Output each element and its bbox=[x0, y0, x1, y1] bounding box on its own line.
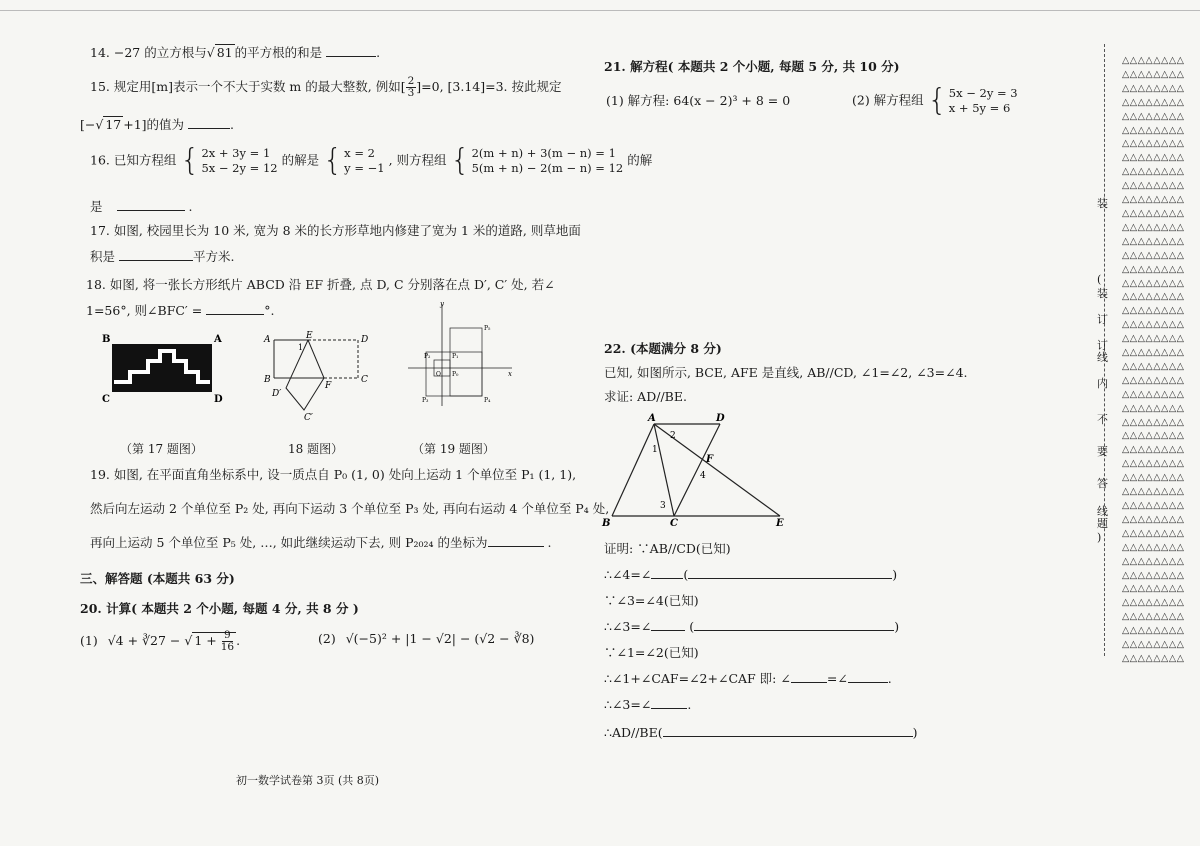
figure-19 bbox=[404, 300, 516, 410]
triangle-row: △△△△△△△△ bbox=[1122, 277, 1185, 289]
q15-line1: 15. 规定用[m]表示一个不大于实数 m 的最大整数, 例如[ bbox=[90, 79, 406, 94]
triangle-margin bbox=[1122, 54, 1200, 666]
fig19-label-y: y bbox=[440, 300, 444, 308]
q22-step1-text: ∴∠4=∠ bbox=[604, 567, 652, 582]
question-15 bbox=[90, 76, 562, 99]
triangle-row: △△△△△△△△ bbox=[1122, 500, 1185, 511]
question-20-part1: (1) √4 + ∛27 − √ 1 + $\frac{9}{16}$ . bbox=[80, 629, 241, 653]
triangle-row: △△△△△△△△ bbox=[1122, 55, 1185, 66]
binding-char-9: 要 bbox=[1097, 445, 1108, 458]
caption-fig19: （第 19 题图） bbox=[412, 442, 495, 456]
q20-p2-expr: √(−5)² + |1 − √2| − (√2 − ∛8) bbox=[345, 631, 535, 646]
fig17-label-a: A bbox=[214, 334, 222, 345]
q22-step6 bbox=[604, 696, 691, 714]
triangle-row: △△△△△△△△ bbox=[1122, 430, 1185, 442]
q15-line2-b: +1]的值为 bbox=[123, 117, 185, 132]
q17-answer-blank[interactable] bbox=[119, 248, 193, 261]
fig22-label-e: E bbox=[776, 518, 784, 529]
q15-radicand: 17 bbox=[105, 117, 122, 132]
q19-line2: 然后向左运动 2 个单位至 P₂ 处, 再向下运动 3 个单位至 P₃ 处, 再向右运动 4 个单位至 P₄ 处, bbox=[90, 501, 610, 516]
q19-line3-b: . bbox=[547, 535, 552, 550]
triangle-row: △△△△△△△△ bbox=[1122, 374, 1185, 386]
binding-char-13: ) bbox=[1097, 531, 1102, 544]
q16-sol-y: y = −1 bbox=[344, 161, 385, 175]
fig19-label-p5: P₅ bbox=[484, 325, 491, 332]
triangle-row: △△△△△△△△ bbox=[1122, 249, 1185, 261]
triangle-row: △△△△△△△△ bbox=[1122, 110, 1185, 122]
triangle-row: △△△△△△△△ bbox=[1122, 652, 1185, 664]
triangle-row: △△△△△△△△ bbox=[1122, 625, 1185, 637]
q20-p1-fraction bbox=[221, 630, 234, 653]
fig18-label-dprime: D′ bbox=[272, 389, 282, 399]
q16-system-1: { 2x + 3y = 1 5x − 2y = 12 bbox=[180, 143, 278, 178]
fig18-label-angle1: 1 bbox=[298, 343, 304, 352]
fig22-angle-1: 1 bbox=[652, 445, 658, 455]
q17-line2-b: 平方米. bbox=[193, 249, 235, 264]
q16-answer-blank[interactable] bbox=[117, 198, 185, 211]
q17-line2: 积是 bbox=[90, 249, 116, 264]
question-14: 14. −27 的立方根与√ 81 的平方根的和是 . bbox=[90, 45, 381, 60]
triangle-row: △△△△△△△△ bbox=[1122, 319, 1185, 331]
triangle-row: △△△△△△△△ bbox=[1122, 583, 1185, 595]
question-16 bbox=[90, 143, 653, 178]
fig22-angle-2: 2 bbox=[670, 431, 676, 441]
binding-char-3: 装 bbox=[1097, 287, 1108, 300]
binding-char-8: 不 bbox=[1097, 413, 1108, 426]
fig18-label-f: F bbox=[325, 381, 332, 391]
q19-line3: 再向上运动 5 个单位至 P₅ 处, …, 如此继续运动下去, 则 P₂₀₂₄ 的坐标为 bbox=[90, 535, 488, 550]
question-21-title: 21. 解方程( 本题共 2 个小题, 每题 5 分, 共 10 分) bbox=[604, 59, 900, 74]
binding-char-10: 答 bbox=[1097, 477, 1108, 490]
fig17-label-b: B bbox=[102, 334, 111, 345]
q21-sys-eq2: x + 5y = 6 bbox=[948, 101, 1011, 115]
triangle-row: △△△△△△△△ bbox=[1122, 263, 1185, 275]
q20-p1-frac-num: 9 bbox=[224, 629, 231, 641]
question-20-part2 bbox=[318, 630, 534, 648]
fig18-label-d: D bbox=[361, 335, 369, 345]
fig19-label-p2: P₂ bbox=[424, 353, 431, 360]
q17-line1: 17. 如图, 校园里长为 10 米, 宽为 8 米的长方形草地内修建了宽为 1 米的道路, 则草地面 bbox=[90, 223, 581, 238]
fig22-label-a: A bbox=[648, 413, 656, 424]
caption-fig18: 18 题图） bbox=[288, 442, 344, 456]
question-19 bbox=[90, 466, 576, 484]
q22-step3-blank[interactable] bbox=[651, 618, 685, 631]
triangle-row: △△△△△△△△ bbox=[1122, 402, 1185, 414]
fig19-label-p0: P₀ bbox=[452, 371, 459, 378]
q14-text-b: 的平方根的和是 bbox=[234, 45, 323, 60]
fig19-label-p1: P₁ bbox=[452, 353, 459, 360]
triangle-row: △△△△△△△△ bbox=[1122, 152, 1185, 164]
q22-step5 bbox=[604, 670, 892, 688]
q18-line2: 1=56°, 则∠BFC′ = bbox=[86, 303, 203, 318]
triangle-row: △△△△△△△△ bbox=[1122, 138, 1185, 150]
triangle-row: △△△△△△△△ bbox=[1122, 458, 1185, 470]
fig18-label-cprime: C′ bbox=[304, 413, 313, 422]
binding-char-11: 线 bbox=[1097, 505, 1108, 518]
binding-char-12: 题 bbox=[1097, 517, 1108, 530]
q16-text-c: , 则方程组 bbox=[388, 152, 447, 168]
q22-proof-head: 证明: ∵AB//CD(已知) bbox=[604, 541, 731, 556]
triangle-row: △△△△△△△△ bbox=[1122, 291, 1185, 303]
q22-step4: ∵∠1=∠2(已知) bbox=[604, 645, 699, 660]
triangle-row: △△△△△△△△ bbox=[1122, 569, 1185, 581]
triangle-row: △△△△△△△△ bbox=[1122, 305, 1185, 317]
question-18 bbox=[86, 276, 555, 294]
q18-line2-b: °. bbox=[264, 303, 275, 318]
fig19-label-p3: P₃ bbox=[422, 397, 429, 404]
q16-sol-x: x = 2 bbox=[344, 146, 375, 160]
triangle-row: △△△△△△△△ bbox=[1122, 555, 1185, 567]
q20-p1-expr-b: 1 + bbox=[194, 633, 221, 648]
q22-step3-reason-blank[interactable] bbox=[694, 618, 894, 631]
figure-18 bbox=[262, 330, 374, 422]
question-18-line2 bbox=[86, 302, 274, 320]
triangle-row: △△△△△△△△ bbox=[1122, 166, 1185, 178]
fig22-label-f: F bbox=[706, 454, 714, 465]
q15-line1-b: ]=0, [3.14]=3. 按此规定 bbox=[416, 79, 562, 94]
triangle-row: △△△△△△△△ bbox=[1122, 513, 1185, 525]
fig22-cd bbox=[674, 424, 720, 516]
q21-system: { 5x − 2y = 3 x + 5y = 6 bbox=[927, 83, 1018, 118]
q20-p1-label: (1) bbox=[80, 633, 98, 648]
q16-text-b: 的解是 bbox=[281, 152, 320, 168]
q16-sys1-eq1: 2x + 3y = 1 bbox=[201, 146, 271, 160]
triangle-row: △△△△△△△△ bbox=[1122, 416, 1185, 428]
triangle-row: △△△△△△△△ bbox=[1122, 180, 1185, 192]
fig19-label-p4: P₄ bbox=[484, 397, 491, 404]
fig22-ab bbox=[612, 424, 654, 516]
q15-line2: [− bbox=[80, 117, 96, 132]
question-22-title: 22. (本题满分 8 分) bbox=[604, 341, 722, 356]
fig19-label-x: x bbox=[508, 370, 512, 378]
q16-system-2: { 2(m + n) + 3(m − n) = 1 5(m + n) − 2(m − n) = 12 bbox=[450, 143, 624, 178]
q16-text: 16. 已知方程组 bbox=[90, 152, 177, 168]
fig19-label-o: O bbox=[436, 371, 441, 378]
binding-char-5: 订 bbox=[1097, 339, 1108, 352]
q20-p2-label: (2) bbox=[318, 631, 336, 646]
q19-line1: 19. 如图, 在平面直角坐标系中, 设一质点自 P₀ (1, 0) 处向上运动 1 个单位至 P₁ (1, 1), bbox=[90, 467, 577, 482]
question-21-part1: (1) 解方程: 64(x − 2)³ + 8 = 0 bbox=[606, 93, 791, 108]
triangle-row: △△△△△△△△ bbox=[1122, 333, 1185, 345]
question-19-line2 bbox=[90, 500, 609, 518]
triangle-row: △△△△△△△△ bbox=[1122, 207, 1185, 219]
fig22-label-c: C bbox=[670, 518, 678, 529]
triangle-row: △△△△△△△△ bbox=[1122, 597, 1185, 609]
q21-sys-eq1: 5x − 2y = 3 bbox=[948, 86, 1018, 100]
q16-text-d: 的解 bbox=[627, 152, 653, 168]
q22-step3-text: ∴∠3=∠ bbox=[604, 619, 652, 634]
fig22-angle-3: 3 bbox=[660, 501, 666, 511]
q22-step5-blank-2[interactable] bbox=[848, 670, 888, 683]
q14-answer-blank[interactable] bbox=[326, 44, 376, 57]
q16-sys2-eq1: 2(m + n) + 3(m − n) = 1 bbox=[471, 146, 616, 160]
q16-line2: 是 bbox=[90, 199, 103, 214]
top-rule bbox=[0, 10, 1200, 11]
fig22-label-b: B bbox=[602, 518, 611, 529]
fig18-label-b: B bbox=[264, 375, 271, 385]
q22-prove: 求证: AD//BE. bbox=[604, 389, 687, 404]
triangle-row: △△△△△△△△ bbox=[1122, 444, 1185, 456]
q22-given: 已知, 如图所示, BCE, AFE 是直线, AB//CD, ∠1=∠2, ∠3=∠4. bbox=[604, 365, 968, 380]
q22-step1-blank[interactable] bbox=[651, 566, 683, 579]
q20-p1-sqrt bbox=[192, 629, 236, 653]
triangle-row: △△△△△△△△ bbox=[1122, 611, 1185, 623]
q22-step3: ∴∠3=∠ ( ) bbox=[604, 619, 900, 634]
q22-step2: ∵∠3=∠4(已知) bbox=[604, 593, 699, 608]
binding-char-7: 内 bbox=[1097, 377, 1108, 390]
binding-char-1: 装 bbox=[1097, 197, 1108, 210]
q22-step1-reason-blank[interactable] bbox=[688, 566, 892, 579]
q22-step5-text-c: . bbox=[887, 671, 892, 686]
triangle-row: △△△△△△△△ bbox=[1122, 221, 1185, 233]
triangle-row: △△△△△△△△ bbox=[1122, 527, 1185, 539]
q16-sys1-eq2: 5x − 2y = 12 bbox=[201, 161, 278, 175]
q15-fraction bbox=[406, 76, 417, 99]
q22-step6-text: ∴∠3=∠ bbox=[604, 697, 652, 712]
figure-22 bbox=[598, 410, 798, 530]
figure-17 bbox=[100, 332, 230, 406]
triangle-row: △△△△△△△△ bbox=[1122, 486, 1185, 498]
q16-solution: { x = 2 y = −1 bbox=[323, 143, 385, 178]
triangle-row: △△△△△△△△ bbox=[1122, 639, 1185, 651]
triangle-row: △△△△△△△△ bbox=[1122, 388, 1185, 400]
question-17 bbox=[90, 222, 581, 240]
q14-text: 14. −27 的立方根与 bbox=[90, 45, 207, 60]
binding-char-4: 订 bbox=[1097, 313, 1108, 326]
triangle-row: △△△△△△△△ bbox=[1122, 194, 1185, 206]
fig19-rect-p4p5 bbox=[450, 328, 482, 396]
q22-step7-text: ∴AD//BE( bbox=[604, 725, 663, 740]
fig17-label-d: D bbox=[214, 394, 223, 405]
triangle-row: △△△△△△△△ bbox=[1122, 360, 1185, 372]
triangle-row: △△△△△△△△ bbox=[1122, 235, 1185, 247]
caption-fig17: （第 17 题图） bbox=[120, 442, 203, 456]
fig18-label-e: E bbox=[306, 331, 313, 341]
fig18-ef bbox=[308, 340, 324, 378]
fig18-label-a: A bbox=[264, 335, 271, 345]
q22-step5-text: ∴∠1+∠CAF=∠2+∠CAF 即: ∠ bbox=[604, 671, 791, 686]
q18-answer-blank[interactable] bbox=[206, 302, 264, 315]
q16-sys2-eq2: 5(m + n) − 2(m − n) = 12 bbox=[471, 161, 624, 175]
fig22-label-d: D bbox=[716, 413, 725, 424]
binding-char-2: ( bbox=[1097, 273, 1102, 286]
fig17-label-c: C bbox=[102, 394, 110, 405]
q15-frac-den: 3 bbox=[407, 87, 415, 99]
fig18-folded bbox=[286, 340, 324, 410]
question-15-line2: [−√ 17 +1]的值为 . bbox=[80, 117, 235, 132]
q22-step5-blank-1[interactable] bbox=[791, 670, 827, 683]
q22-step1: ∴∠4=∠ ( ) bbox=[604, 567, 898, 582]
q14-radicand: 81 bbox=[216, 45, 233, 60]
triangle-row: △△△△△△△△ bbox=[1122, 96, 1185, 108]
question-17-line2 bbox=[90, 248, 234, 266]
question-19-line3 bbox=[90, 534, 551, 552]
question-16-line2: 是 . bbox=[90, 199, 193, 214]
q22-step7: ∴AD//BE( ) bbox=[604, 725, 918, 740]
q15-frac-num: 2 bbox=[407, 75, 415, 87]
q22-step6-blank[interactable] bbox=[651, 696, 687, 709]
q22-step6-text-b: . bbox=[687, 697, 692, 712]
question-21-part2 bbox=[852, 83, 1018, 118]
triangle-row: △△△△△△△△ bbox=[1122, 472, 1185, 484]
triangle-row: △△△△△△△△ bbox=[1122, 124, 1185, 136]
q18-line1: 18. 如图, 将一张长方形纸片 ABCD 沿 EF 折叠, 点 D, C 分别落在点 D′, C′ 处, 若∠ bbox=[86, 277, 555, 292]
q22-step7-reason-blank[interactable] bbox=[663, 724, 913, 737]
section-3-heading: 三、解答题 (本题共 63 分) bbox=[80, 571, 235, 586]
triangle-row: △△△△△△△△ bbox=[1122, 82, 1185, 94]
fig18-label-c: C bbox=[361, 375, 368, 385]
binding-char-6: 线 bbox=[1097, 351, 1108, 364]
q22-step5-text-b: =∠ bbox=[826, 671, 848, 686]
triangle-row: △△△△△△△△ bbox=[1122, 541, 1185, 553]
fig22-angle-4: 4 bbox=[700, 471, 706, 481]
q20-p1-expr: √4 + ∛27 − bbox=[107, 633, 185, 648]
page-footer: 初一数学试卷第 3页 (共 8页) bbox=[236, 774, 380, 787]
triangle-row: △△△△△△△△ bbox=[1122, 347, 1185, 359]
question-20-title: 20. 计算( 本题共 2 个小题, 每题 4 分, 共 8 分 ) bbox=[80, 601, 359, 616]
q19-answer-blank[interactable] bbox=[488, 534, 544, 547]
q21-p2-label: (2) 解方程组 bbox=[852, 92, 924, 108]
q20-p1-frac-den: 16 bbox=[220, 641, 235, 653]
q15-answer-blank[interactable] bbox=[188, 116, 230, 129]
triangle-row: △△△△△△△△ bbox=[1122, 68, 1185, 80]
